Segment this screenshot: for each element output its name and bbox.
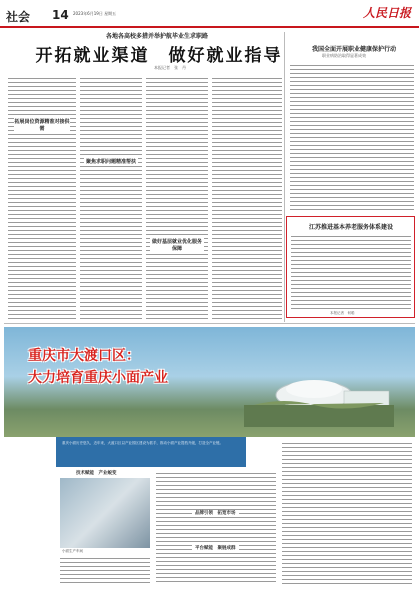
main-article-kicker: 各地各高校多措并举护航毕业生求职路 [105, 33, 208, 40]
main-article-body-col4 [212, 75, 282, 321]
right-article-title: 我国全面开展职业健康保护行动 [312, 46, 397, 53]
factory-photo-caption: 小面生产车间 [62, 549, 83, 553]
section-name: 社会 [6, 10, 31, 24]
right-article-body [290, 62, 414, 212]
section-divider [4, 323, 415, 324]
main-subhead-1: 拓展岗位资源精准对接供需 [14, 119, 70, 132]
column-divider [284, 32, 285, 322]
banner-photo [4, 327, 415, 437]
highlighted-article-body [291, 233, 411, 309]
banner-intro-box [56, 437, 246, 467]
lower-subhead-2: 品牌引领 拓宽市场 [192, 510, 239, 516]
header-rule [0, 26, 419, 28]
lower-subhead-3: 平台赋能 聚链成群 [192, 545, 239, 551]
banner-intro-text: 重庆小面历史悠久，近年来，大渡口区以产业园区建设为抓手，推动小面产业提档升级，打造全产业链。 [62, 441, 223, 445]
right-article-subtitle: 职业病防治取得显著成效 [322, 53, 366, 58]
page-number: 14 [52, 8, 69, 22]
banner-title-line1: 重庆市大渡口区： [28, 348, 140, 364]
lower-body-col1 [60, 555, 150, 585]
factory-photo [60, 478, 150, 548]
main-subhead-2: 聚焦求职问题精准帮扶 [85, 159, 136, 165]
lower-body-col3 [282, 440, 412, 585]
main-article-body-col2 [80, 75, 142, 321]
main-subhead-3: 做好基层就业优化服务保障 [151, 239, 202, 252]
main-article-byline: 本报记者 张 丹 [154, 65, 186, 70]
lower-body-col2 [156, 470, 276, 585]
newspaper-logo: 人民日报 [362, 6, 411, 20]
lower-subhead-1: 技术赋能 产业蜕变 [76, 471, 117, 476]
main-article-body-col1 [8, 75, 76, 321]
main-article-body-col3 [146, 75, 208, 321]
issue-date: 2023年6月19日 星期五 [73, 11, 117, 16]
page-header [0, 0, 419, 28]
highlighted-article-author: 本报记者 何聪 [330, 311, 355, 315]
main-article-headline: 开拓就业渠道 做好就业指导 [35, 46, 283, 66]
building-illustration [244, 357, 394, 427]
highlighted-article-title[interactable]: 江苏推进基本养老服务体系建设 [308, 224, 393, 231]
banner-title-line2: 大力培育重庆小面产业 [28, 370, 168, 386]
